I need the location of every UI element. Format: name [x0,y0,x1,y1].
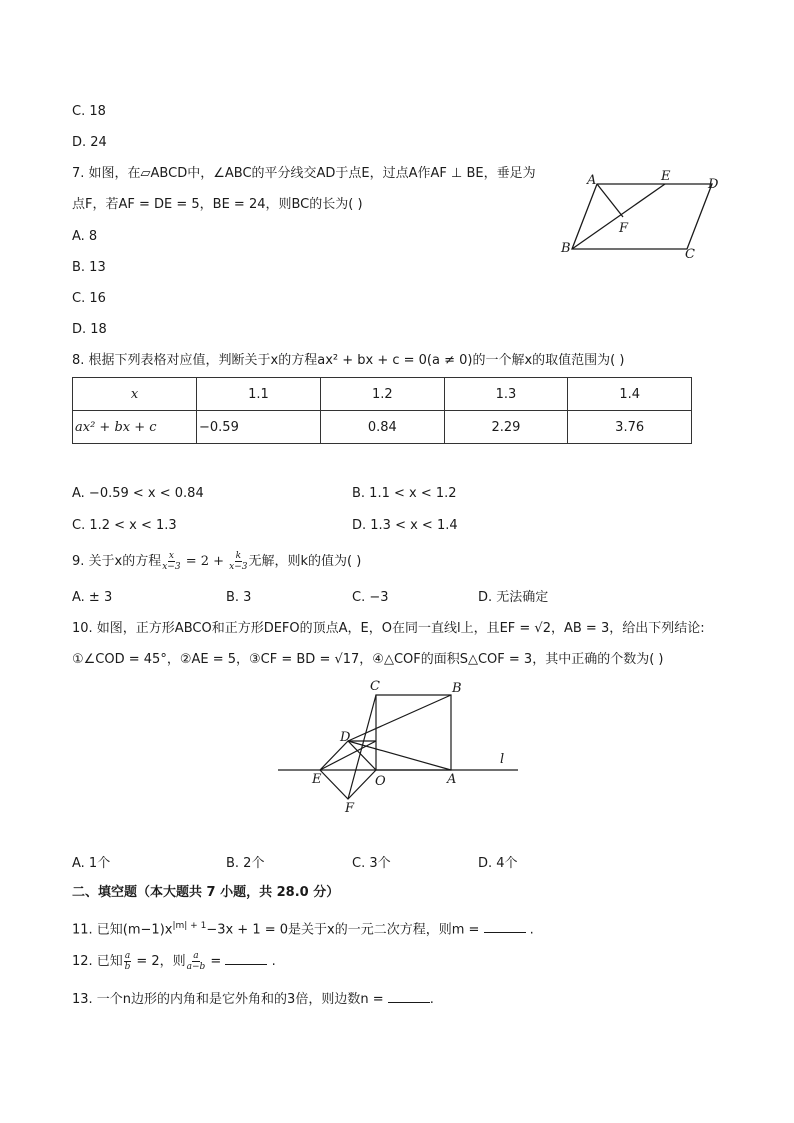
segment-bd [348,695,451,741]
q10-option-b: B. 2个 [226,856,265,871]
q7-option-c: C. 16 [72,291,106,306]
q8-value-table [72,377,692,444]
q13-text: 13. 一个n边形的内角和是它外角和的3倍，则边数n = [72,992,388,1007]
q6-option-c: C. 18 [72,104,106,119]
table-cell: −0.59 [197,411,321,444]
label-d: D [340,730,351,745]
table-row [73,411,692,444]
label-e: E [312,772,322,787]
q12-fraction-1 [124,951,131,972]
fraction-denominator: a−b [186,962,206,972]
q9-middle: = 2 + [181,554,229,569]
label-c: C [685,247,695,262]
table-cell: ax² + bx + c [73,411,197,444]
label-o: O [375,774,386,789]
q12-end: . [267,954,276,969]
label-a: A [447,772,457,787]
fraction-numerator: x [168,551,174,561]
table-row [73,378,692,411]
segment-eo-diag [320,741,376,770]
fraction-denominator: b [124,962,131,972]
table-cell: 3.76 [568,411,692,444]
q11-answer-blank[interactable] [484,920,526,933]
label-a: A [587,173,597,188]
q9-option-b: B. 3 [226,590,252,605]
q6-option-d: D. 24 [72,135,107,150]
q7-option-b: B. 13 [72,260,106,275]
q10-option-c: C. 3个 [352,856,391,871]
q9-suffix: 无解，则k的值为( ) [248,554,362,569]
q12-answer-blank[interactable] [225,952,267,965]
q13-end: . [429,992,434,1007]
q7-parallelogram-figure [555,165,730,265]
label-b: B [561,241,571,256]
q8-option-a: A. −0.59 < x < 0.84 [72,486,204,501]
label-b: B [452,681,462,696]
q12-middle: = 2，则 [132,954,186,969]
table-cell: 1.2 [321,378,445,411]
q13-stem [72,990,434,1009]
q7-stem-line1: 7. 如图，在▱ABCD中，∠ABC的平分线交AD于点E，过点A作AF ⊥ BE，垂足为 [72,166,536,181]
q9-fraction-1 [162,551,180,572]
q7-stem-line2: 点F，若AF = DE = 5，BE = 24，则BC的长为( ) [72,197,363,212]
table-cell: x [73,378,197,411]
fraction-numerator: k [235,551,242,561]
table-cell: 1.1 [197,378,321,411]
q8-stem: 8. 根据下列表格对应值，判断关于x的方程ax² + bx + c = 0(a ≠ 0)的一个解x的取值范围为( ) [72,353,625,368]
q7-option-d: D. 18 [72,322,107,337]
q10-stem-line2: ①∠COD = 45°，②AE = 5，③CF = BD = √17，④△COF的面积S△COF = 3，其中正确的个数为( ) [72,652,664,667]
label-e: E [661,169,671,184]
q9-prefix: 9. 关于x的方程 [72,554,162,569]
segment-da [348,741,451,770]
segment-cf [348,695,376,799]
label-f: F [345,801,355,816]
q11-end: . [525,922,534,938]
table-cell: 1.4 [568,378,692,411]
q9-option-c: C. −3 [352,590,389,605]
square-abco [376,695,451,770]
label-f: F [619,221,629,236]
table-cell: 0.84 [321,411,445,444]
q12-suffix: = [206,954,226,969]
q11-prefix: 11. 已知(m−1)x [72,922,173,938]
q10-stem-line1: 10. 如图，正方形ABCO和正方形DEFO的顶点A，E，O在同一直线l上，且EF = √2，AB = 3，给出下列结论: [72,621,705,636]
bisector-be [572,184,665,249]
table-cell: 1.3 [444,378,568,411]
parallelogram-abcd [572,184,712,249]
q10-option-a: A. 1个 [72,856,111,871]
table-cell: 2.29 [444,411,568,444]
q13-answer-blank[interactable] [388,990,430,1003]
q9-fraction-2 [229,551,247,572]
q10-squares-figure [270,675,530,820]
q12-stem [72,951,276,972]
q11-suffix: −3x + 1 = 0是关于x的一元二次方程，则m = [206,922,484,938]
q7-option-a: A. 8 [72,229,98,244]
q8-option-c: C. 1.2 < x < 1.3 [72,518,177,533]
q11-stem [72,917,534,939]
q9-option-d: D. 无法确定 [478,590,549,605]
q10-option-d: D. 4个 [478,856,518,871]
fraction-numerator: a [124,951,131,961]
q11-exponent: |m| + 1 [172,921,207,931]
label-c: C [370,679,380,694]
label-l: l [500,752,505,767]
fraction-denominator: x−3 [229,562,248,572]
section-title: 二、填空题（本大题共 7 小题，共 28.0 分） [72,885,340,900]
fraction-denominator: x−3 [162,562,181,572]
fraction-numerator: a [193,951,199,961]
label-d: D [708,177,719,192]
q9-option-a: A. ± 3 [72,590,113,605]
q8-option-b: B. 1.1 < x < 1.2 [352,486,457,501]
q8-option-d: D. 1.3 < x < 1.4 [352,518,458,533]
q12-fraction-2 [187,951,206,972]
perpendicular-af [597,184,623,217]
q9-stem [72,551,361,572]
q12-prefix: 12. 已知 [72,954,123,969]
